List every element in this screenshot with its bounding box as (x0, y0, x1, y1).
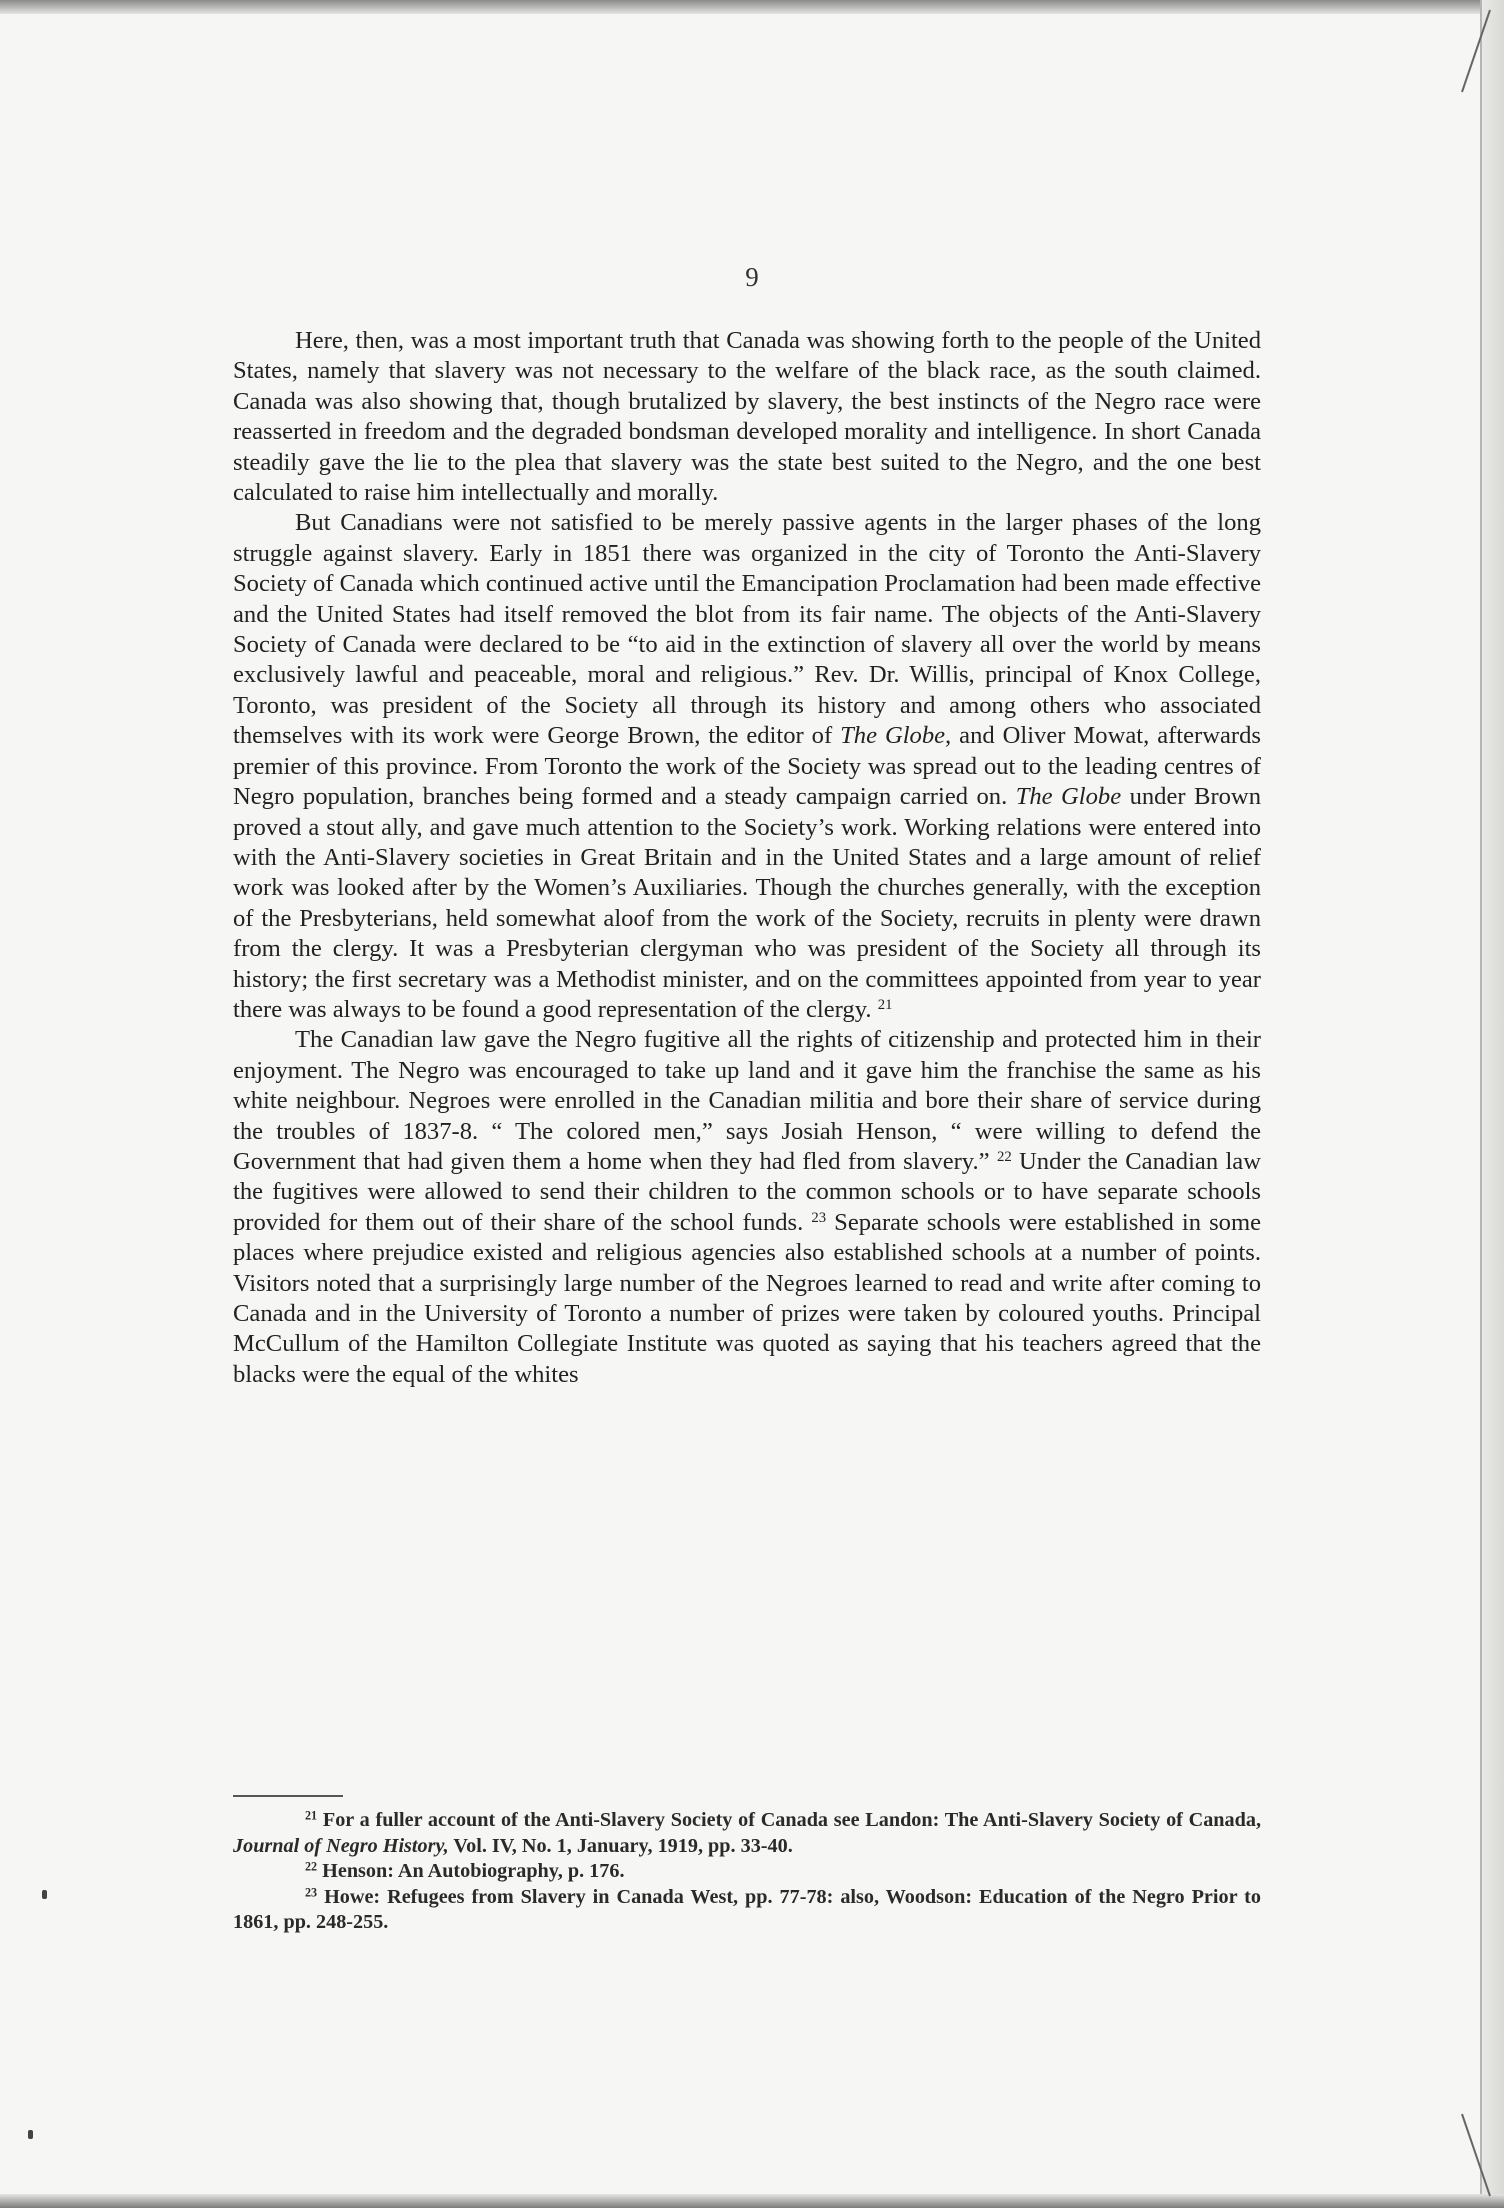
italic-title: Journal of Negro History, (233, 1834, 449, 1857)
scan-edge-right (1480, 0, 1504, 2208)
margin-speck (28, 2130, 33, 2139)
note-reference: 23 (811, 1209, 827, 1226)
note-reference: 22 (305, 1859, 318, 1874)
text-run: under Brown proved a stout ally, and gave much attention to the Society’s work. Working relations were entered into with the Anti-Slavery societies in Great Britain and in the United States and a large amount of relief work was looked after by the Women’s Auxiliaries. Though the churches generally, with the exception of the Presbyterians, held somewhat aloof from the work of the Society, recruits in plenty were drawn from the clergy. It was a Presbyterian clergyman who was president of the Society all through its history; the first secretary was a Methodist minister, and on the committees appointed from year to year there was always to be found a good representation of the clergy. (233, 783, 1261, 1023)
scan-edge-top (0, 0, 1504, 14)
text-run: Henson: An Autobiography, p. 176. (317, 1860, 625, 1882)
note-reference: 21 (877, 996, 893, 1013)
footnote-rule (233, 1795, 343, 1797)
paragraph (233, 326, 1261, 508)
page-number: 9 (745, 262, 759, 292)
text-run: But Canadians were not satisfied to be merely passive agents in the larger phases of the long struggle against slavery. Early in 1851 there was organized in the city of Toronto the Anti-Slavery Society of Canada which continued active until the Emancipation Proclamation had been made effective and the United States had itself removed the blot from its fair name. The objects of the Anti-Slavery Society of Canada were declared to be “to aid in the extinction of slavery all over the world by means exclusively lawful and peaceable, moral and religious.” Rev. Dr. Willis, principal of Knox College, Toronto, was president of the Society all through its history and among others who associated themselves with its work were George Brown, the editor of (233, 509, 1261, 750)
paragraph (233, 508, 1261, 1025)
footnote (233, 1885, 1261, 1936)
text-run: For a fuller account of the Anti-Slavery Society of Canada see Landon: The Anti-Slavery Society of Canada, (317, 1809, 1261, 1831)
margin-speck (42, 1890, 47, 1899)
italic-title: The Globe (1015, 783, 1122, 811)
footnotes (233, 1808, 1261, 1936)
scan-edge-bottom (0, 2194, 1504, 2208)
text-run: The Canadian law gave the Negro fugitive all the rights of citizenship and protected him in their enjoyment. The Negro was encouraged to take up land and it gave him the franchise the same as his white neighbour. Negroes were enrolled in the Canadian militia and bore their share of service during the troubles of 1837-8. “ The colored men,” says Josiah Henson, “ were willing to defend the Government that had given them a home when they had fled from slavery.” (233, 1026, 1261, 1175)
text-run: Vol. IV, No. 1, January, 1919, pp. 33-40. (448, 1834, 793, 1857)
italic-title: The Globe, (840, 722, 952, 750)
body-text (233, 326, 1261, 1390)
footnote (233, 1859, 1261, 1885)
note-reference: 23 (305, 1884, 318, 1899)
text-run: Under the Canadian law the fugitives were allowed to send their children to the common schools or to have separate schools provided for them out of their share of the school funds. (233, 1147, 1261, 1236)
text-run: and Oliver Mowat, afterwards premier of this province. From Toronto the work of the Society was spread out to the leading centres of Negro population, branches being formed and a steady campaign carried on. (233, 722, 1261, 811)
text-run: Separate schools were established in some places where prejudice existed and religious agencies also established schools at a number of points. Visitors noted that a surprisingly large number of the Negroes learned to read and write after coming to Canada and in the University of Toronto a number of prizes were taken by coloured youths. Principal McCullum of the Hamilton Collegiate Institute was quoted as saying that his teachers agreed that the blacks were the equal of the whites (233, 1208, 1261, 1388)
page-fold-top-mark (1458, 6, 1494, 96)
note-reference: 22 (996, 1148, 1012, 1165)
paragraph (233, 1025, 1261, 1390)
note-reference: 21 (305, 1808, 318, 1823)
text-run: Here, then, was a most important truth that Canada was showing forth to the people of the United States, namely that slavery was not necessary to the welfare of the black race, as the south claimed. Canada was also showing that, though brutalized by slavery, the best instincts of the Negro race were reasserted in freedom and the degraded bondsman developed morality and intelligence. In short Canada steadily gave the lie to the plea that slavery was the state best suited to the Negro, and the one best calculated to raise him intellectually and morally. (233, 327, 1261, 507)
text-run: Howe: Refugees from Slavery in Canada West, pp. 77-78: also, Woodson: Education of the Negro Prior to 1861, pp. 248-255. (233, 1885, 1261, 1933)
page-fold-bottom-mark (1458, 2110, 1494, 2200)
footnote (233, 1808, 1261, 1859)
